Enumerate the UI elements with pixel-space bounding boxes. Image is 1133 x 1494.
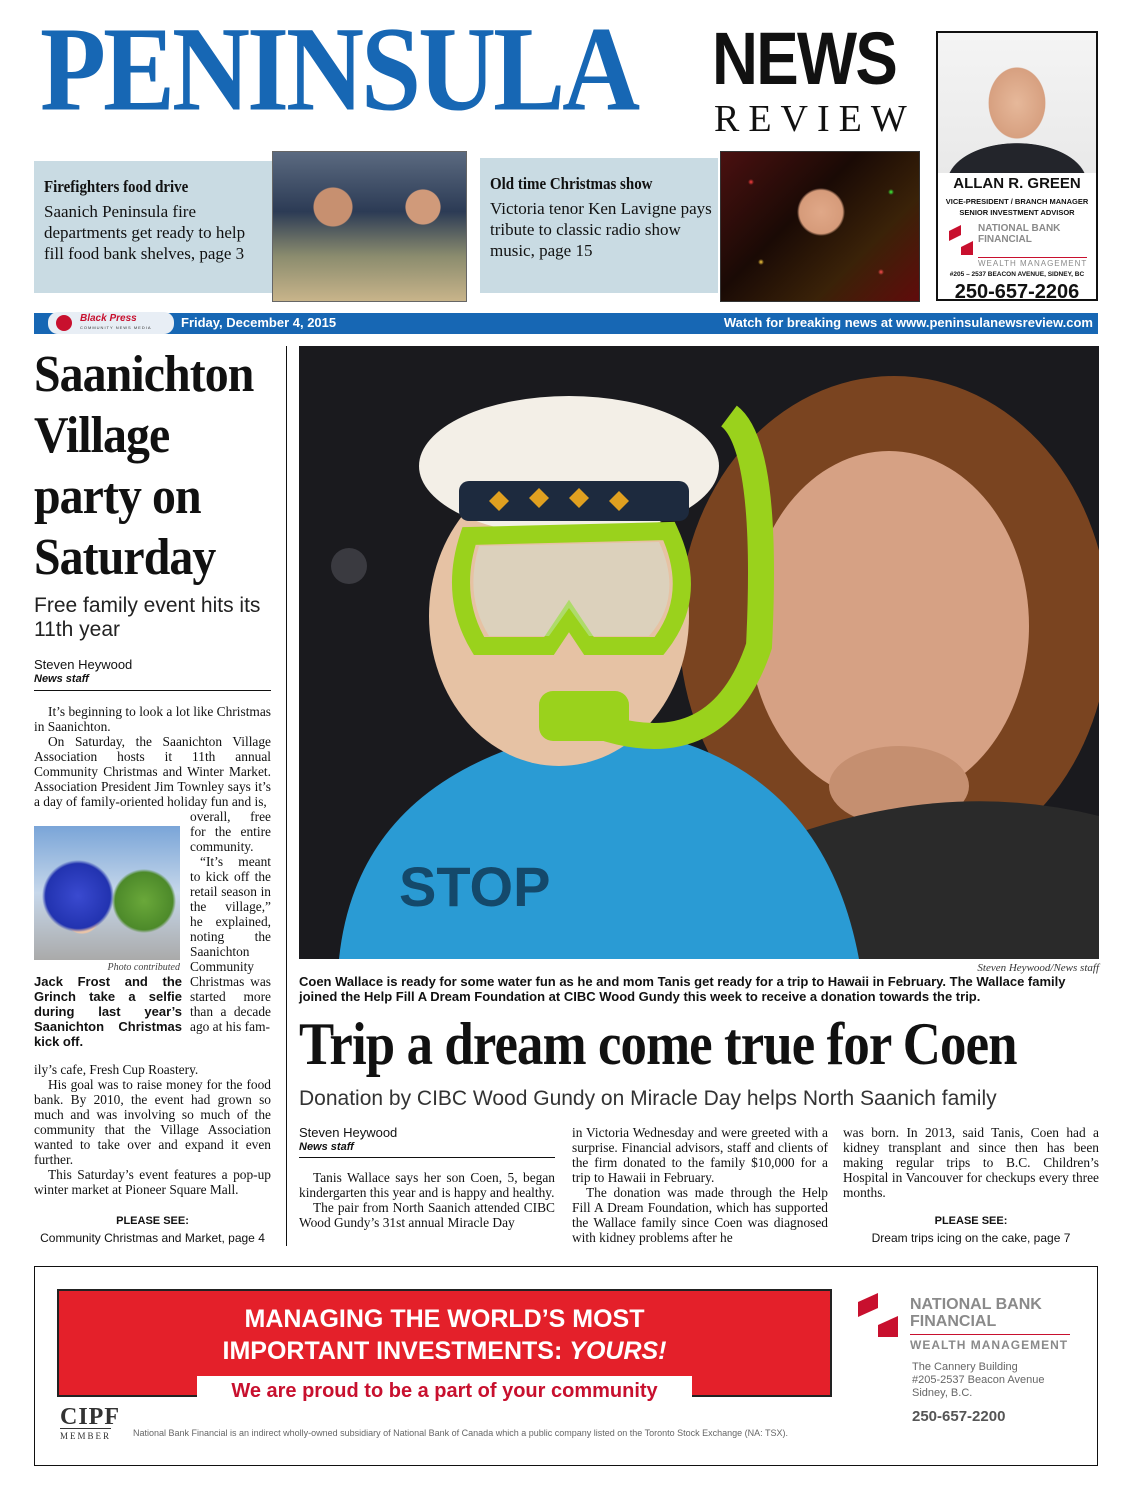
paragraph: It’s beginning to look a lot like Christmas in Saanichton.	[34, 704, 271, 734]
black-press-logo-text: Black Press	[80, 313, 137, 324]
column-divider	[286, 346, 287, 1246]
photo-caption: Jack Frost and the Grinch take a selfie during last year’s Saanichton Christmas kick off.	[34, 974, 182, 1049]
divider	[34, 690, 271, 691]
jump-label: PLEASE SEE:	[116, 1215, 189, 1227]
main-column-1	[299, 1170, 555, 1230]
advisor-title	[938, 196, 1096, 218]
ad-company-line2: FINANCIAL	[910, 1313, 997, 1330]
issue-date: Friday, December 4, 2015	[181, 315, 337, 330]
advisor-phone: 250-657-2206	[954, 281, 1080, 303]
divider	[299, 1157, 555, 1158]
ad-line-2-yours: YOURS!	[569, 1337, 667, 1365]
main-column-2	[572, 1125, 828, 1245]
grinch-selfie-photo	[34, 826, 180, 960]
paragraph: His goal was to raise money for the food bank. By 2010, the event had grown so much and was involving so much of the community that the Village Association wanted to take over and expand it even further.	[34, 1077, 271, 1167]
ad-line-2	[57, 1337, 832, 1366]
left-byline-role: News staff	[34, 673, 89, 685]
advisor-address: #205 – 2537 BEACON AVENUE, SIDNEY, BC	[949, 271, 1085, 278]
black-press-logo-sub: COMMUNITY NEWS MEDIA	[80, 325, 152, 330]
ad-line-2-main: IMPORTANT INVESTMENTS:	[222, 1337, 570, 1365]
photo-credit: Steven Heywood/News staff	[977, 962, 1099, 974]
website-link[interactable]: Watch for breaking news at www.peninsulanewsreview.com	[723, 315, 1093, 330]
advisor-name: ALLAN R. GREEN	[953, 175, 1081, 192]
left-deck: Free family event hits its 11th year	[34, 594, 261, 641]
main-deck: Donation by CIBC Wood Gundy on Miracle Day helps North Saanich family	[299, 1087, 997, 1110]
advisor-company-line2: FINANCIAL	[978, 234, 1032, 245]
cipf-logo: CIPF	[60, 1404, 120, 1430]
paragraph: The pair from North Saanich attended CIBC Wood Gundy’s 31st annual Miracle Day	[299, 1200, 555, 1230]
main-byline: Steven Heywood	[299, 1125, 398, 1140]
teaser-body: Saanich Peninsula fire departments get ready to help fill food bank shelves, page 3	[44, 202, 246, 263]
teaser-christmas-photo	[720, 151, 920, 302]
coen-photo-illustration	[299, 346, 1099, 959]
ad-company-line1: NATIONAL BANK	[910, 1296, 1042, 1313]
teaser-firefighters[interactable]	[34, 161, 272, 293]
left-byline: Steven Heywood	[34, 657, 133, 672]
advisor-title-line2: SENIOR INVESTMENT ADVISOR	[959, 208, 1075, 217]
masthead-news: NEWS	[712, 17, 897, 100]
main-byline-role: News staff	[299, 1141, 354, 1153]
left-headline: Saanichton Village party on Saturday	[34, 346, 254, 586]
ad-address-line: Sidney, B.C.	[912, 1387, 973, 1399]
ad-phone: 250-657-2200	[912, 1408, 1006, 1425]
black-press-logo-icon	[56, 315, 72, 331]
left-body-wrap	[190, 809, 271, 1034]
photo-credit: Photo contributed	[107, 962, 180, 973]
main-headline: Trip a dream come true for Coen	[299, 1011, 1017, 1077]
ad-address-line: The Cannery Building	[912, 1361, 1018, 1373]
ad-line-1: MANAGING THE WORLD’S MOST	[244, 1305, 645, 1333]
masthead-review: REVIEW	[714, 98, 916, 140]
advisor-title-line1: VICE-PRESIDENT / BRANCH MANAGER	[945, 197, 1089, 206]
teaser-head: Firefighters food drive	[44, 177, 189, 196]
ad-company	[910, 1296, 1042, 1330]
paragraph: in Victoria Wednesday and were greeted with a surprise. Financial advisors, staff and clients of the firm donated to the family $10,000 for a trip to Hawaii in February.	[572, 1125, 828, 1185]
advisor-company-line1: NATIONAL BANK	[978, 223, 1061, 234]
paragraph: Tanis Wallace says her son Coen, 5, began kindergarten this year and is happy and healthy.	[299, 1170, 555, 1200]
teaser-body: Victoria tenor Ken Lavigne pays tribute to classic radio show music, page 15	[490, 199, 712, 260]
nbf-logo-icon	[948, 225, 974, 255]
ad-address	[912, 1361, 1045, 1400]
cipf-member: MEMBER	[60, 1428, 111, 1441]
paragraph: The donation was made through the Help Fill A Dream Foundation, which has supported the Wallace family since Coen was diagnosed with kidney problems after he	[572, 1185, 828, 1245]
advisor-ad[interactable]	[936, 31, 1098, 301]
photo-caption: Coen Wallace is ready for some water fun as he and mom Tanis get ready for a trip to Hawaii in February. The Wallace family joined the Help Fill A Dream Foundation at CIBC Wood Gundy this week to receive a donation towards the trip.	[299, 974, 1066, 1004]
coen-main-photo	[299, 346, 1099, 959]
advisor-company	[978, 223, 1060, 245]
teaser-christmas-show[interactable]	[480, 158, 718, 293]
teaser-firefighters-photo	[272, 151, 467, 302]
paragraph: “It’s meant to kick off the retail season in the village,” he explained, noting the Saanichton Community Christmas was started more than a decade ago at his fam-	[190, 854, 271, 1034]
ad-address-line: #205-2537 Beacon Avenue	[912, 1374, 1045, 1386]
paragraph: was born. In 2013, said Tanis, Coen had a kidney transplant and since then has been making regular trips to B.C. Children’s Hospital in Vancouver for checkups every three months.	[843, 1125, 1099, 1200]
jump-label: PLEASE SEE:	[934, 1215, 1008, 1227]
masthead-peninsula: PENINSULA	[40, 3, 638, 137]
teaser-head: Old time Christmas show	[490, 174, 653, 193]
paragraph: This Saturday’s event features a pop-up winter market at Pioneer Square Mall.	[34, 1167, 271, 1197]
svg-text:STOP: STOP	[399, 855, 551, 918]
ad-line-3: We are proud to be a part of your community	[231, 1380, 658, 1402]
paragraph: On Saturday, the Saanichton Village Association hosts it 11th annual Community Christmas and Winter Market. Association President Jim Townley says it’s a day of family-oriented holiday fun and is,	[34, 734, 271, 809]
jump-link[interactable]: Dream trips icing on the cake, page 7	[871, 1231, 1071, 1245]
paragraph: ily’s cafe, Fresh Cup Roastery.	[34, 1062, 199, 1077]
ad-company-wm: WEALTH MANAGEMENT	[910, 1334, 1070, 1352]
paragraph: overall, free for the entire community.	[190, 809, 271, 854]
main-column-3	[843, 1125, 1099, 1200]
nbf-logo-icon	[856, 1293, 900, 1337]
left-body-bottom	[34, 1062, 271, 1197]
jump-link[interactable]: Community Christmas and Market, page 4	[40, 1231, 265, 1245]
ad-disclaimer: National Bank Financial is an indirect wholly-owned subsidiary of National Bank of Canada which a public company listed on the Toronto Stock Exchange (NA: TSX).	[133, 1428, 789, 1438]
advisor-company-wm: WEALTH MANAGEMENT	[978, 259, 1088, 268]
left-body-top	[34, 704, 271, 809]
advisor-photo	[938, 33, 1096, 173]
